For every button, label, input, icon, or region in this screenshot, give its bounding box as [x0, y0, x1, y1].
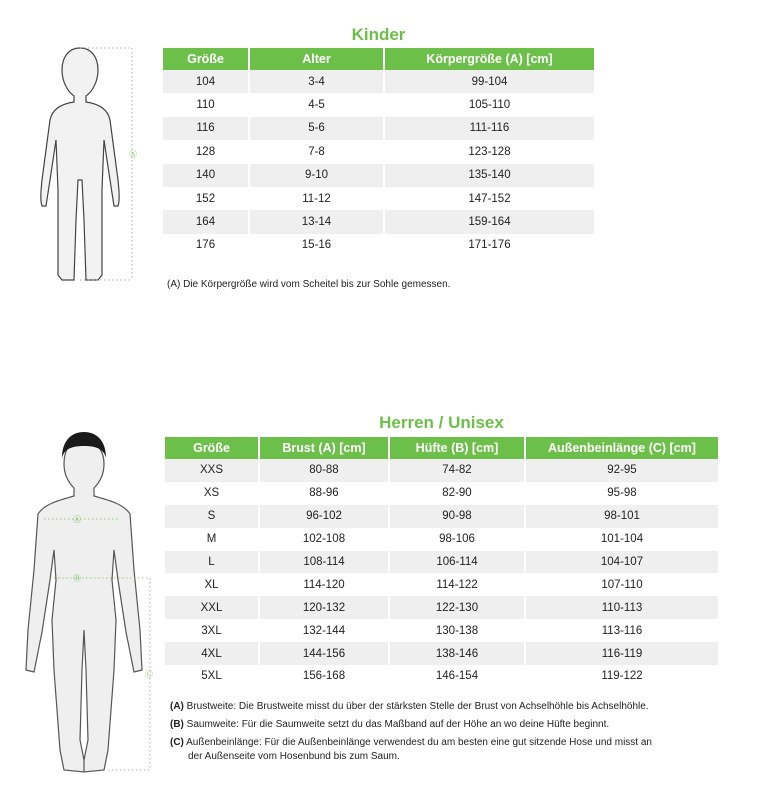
- men-note-c: (C) Außenbeinlänge: Für die Außenbeinlänge verwendest du am besten eine gut sitzende Hose und misst an: [170, 737, 652, 748]
- men-table-cell: 122-130: [389, 596, 525, 619]
- kids-table-cell: 128: [163, 140, 249, 163]
- men-table-row: [165, 619, 718, 642]
- kids-table-cell: 7-8: [249, 140, 384, 163]
- kids-table-cell: 9-10: [249, 164, 384, 187]
- men-table-cell: 90-98: [389, 505, 525, 528]
- kids-table-cell: 105-110: [384, 93, 594, 116]
- child-body-outline: [41, 48, 119, 280]
- men-table-cell: 130-138: [389, 619, 525, 642]
- child-figure-illustration: [0, 40, 160, 330]
- men-table-cell: 74-82: [389, 459, 525, 482]
- men-table-row: [165, 459, 718, 482]
- kids-table-row: [163, 164, 594, 187]
- men-table-row: [165, 505, 718, 528]
- kids-table-cell: 164: [163, 210, 249, 233]
- kids-table-cell: 171-176: [384, 234, 594, 257]
- kids-table-cell: 110: [163, 93, 249, 116]
- men-table-cell: 102-108: [259, 528, 389, 551]
- men-table-cell: 156-168: [259, 665, 389, 688]
- men-table-row: [165, 551, 718, 574]
- kids-table-cell: 123-128: [384, 140, 594, 163]
- kids-size-table: [163, 48, 594, 257]
- adult-marker-c: Ⓒ: [145, 670, 153, 679]
- men-table-cell: 3XL: [165, 619, 259, 642]
- men-table-cell: 82-90: [389, 482, 525, 505]
- kids-note: (A) Die Körpergröße wird vom Scheitel bis zur Sohle gemessen.: [167, 279, 451, 290]
- kids-table-row: [163, 70, 594, 93]
- men-table-cell: 98-106: [389, 528, 525, 551]
- men-table-cell: 104-107: [525, 551, 718, 574]
- men-table-cell: XL: [165, 573, 259, 596]
- men-table-row: [165, 573, 718, 596]
- men-table-cell: 132-144: [259, 619, 389, 642]
- kids-table-cell: 152: [163, 187, 249, 210]
- men-table-cell: XS: [165, 482, 259, 505]
- kids-table-row: [163, 117, 594, 140]
- men-table-cell: 114-120: [259, 573, 389, 596]
- men-table-cell: 92-95: [525, 459, 718, 482]
- men-header-chest: Brust (A) [cm]: [259, 437, 389, 459]
- men-table-cell: 114-122: [389, 573, 525, 596]
- men-table-cell: XXS: [165, 459, 259, 482]
- kids-section-title: Kinder: [351, 25, 406, 44]
- kids-table-row: [163, 210, 594, 233]
- men-table-cell: 120-132: [259, 596, 389, 619]
- men-table-row: [165, 642, 718, 665]
- men-table-cell: 96-102: [259, 505, 389, 528]
- men-table-cell: 113-116: [525, 619, 718, 642]
- kids-table-cell: 140: [163, 164, 249, 187]
- men-table-cell: 101-104: [525, 528, 718, 551]
- kids-header-height: Körpergröße (A) [cm]: [384, 48, 594, 70]
- men-note-c-continued: der Außenseite vom Hosenbund bis zum Saum.: [188, 751, 400, 762]
- kids-header-size: Größe: [163, 48, 249, 70]
- kids-table-cell: 135-140: [384, 164, 594, 187]
- men-table-cell: M: [165, 528, 259, 551]
- men-table-cell: 106-114: [389, 551, 525, 574]
- men-table-cell: 108-114: [259, 551, 389, 574]
- men-table-cell: 116-119: [525, 642, 718, 665]
- kids-table-cell: 159-164: [384, 210, 594, 233]
- kids-table-cell: 15-16: [249, 234, 384, 257]
- kids-table-cell: 4-5: [249, 93, 384, 116]
- adult-marker-b: Ⓑ: [73, 574, 81, 583]
- adult-figure-illustration: [0, 420, 165, 795]
- men-table-cell: 95-98: [525, 482, 718, 505]
- men-table-cell: 138-146: [389, 642, 525, 665]
- men-notes: [170, 700, 652, 764]
- men-table-cell: 88-96: [259, 482, 389, 505]
- kids-table-cell: 116: [163, 117, 249, 140]
- kids-table-cell: 13-14: [249, 210, 384, 233]
- men-table-cell: L: [165, 551, 259, 574]
- men-table-row: [165, 528, 718, 551]
- kids-table-row: [163, 140, 594, 163]
- men-table-row: [165, 596, 718, 619]
- men-table-row: [165, 482, 718, 505]
- men-table-header-row: [165, 437, 718, 459]
- kids-table-row: [163, 234, 594, 257]
- men-table-cell: S: [165, 505, 259, 528]
- kids-table-cell: 104: [163, 70, 249, 93]
- kids-table-header-row: [163, 48, 594, 70]
- men-table-cell: 107-110: [525, 573, 718, 596]
- kids-table-row: [163, 93, 594, 116]
- kids-table-cell: 111-116: [384, 117, 594, 140]
- men-header-leg: Außenbeinlänge (C) [cm]: [525, 437, 718, 459]
- men-table-cell: 80-88: [259, 459, 389, 482]
- kids-table-cell: 5-6: [249, 117, 384, 140]
- kids-table-cell: 11-12: [249, 187, 384, 210]
- men-table-cell: 5XL: [165, 665, 259, 688]
- kids-table-cell: 3-4: [249, 70, 384, 93]
- kids-table-cell: 99-104: [384, 70, 594, 93]
- men-header-hip: Hüfte (B) [cm]: [389, 437, 525, 459]
- men-note-b: (B) Saumweite: Für die Saumweite setzt du das Maßband auf der Höhe an wo deine Hüfte beginnt.: [170, 719, 610, 730]
- men-table-cell: 98-101: [525, 505, 718, 528]
- men-table-cell: XXL: [165, 596, 259, 619]
- adult-marker-a: Ⓐ: [73, 515, 81, 524]
- kids-table-cell: 147-152: [384, 187, 594, 210]
- kids-table-cell: 176: [163, 234, 249, 257]
- men-table-row: [165, 665, 718, 688]
- child-marker-a: Ⓐ: [129, 150, 137, 159]
- men-table-cell: 119-122: [525, 665, 718, 688]
- adult-body-outline: [26, 440, 142, 772]
- kids-header-age: Alter: [249, 48, 384, 70]
- men-section-title: Herren / Unisex: [379, 413, 504, 432]
- men-table-cell: 144-156: [259, 642, 389, 665]
- kids-table-row: [163, 187, 594, 210]
- men-note-a: (A) Brustweite: Die Brustweite misst du über der stärksten Stelle der Brust von Achselhöhle bis Achselhöhle.: [170, 701, 649, 712]
- men-table-cell: 146-154: [389, 665, 525, 688]
- men-table-cell: 110-113: [525, 596, 718, 619]
- men-table-cell: 4XL: [165, 642, 259, 665]
- men-size-table: [165, 437, 718, 688]
- men-header-size: Größe: [165, 437, 259, 459]
